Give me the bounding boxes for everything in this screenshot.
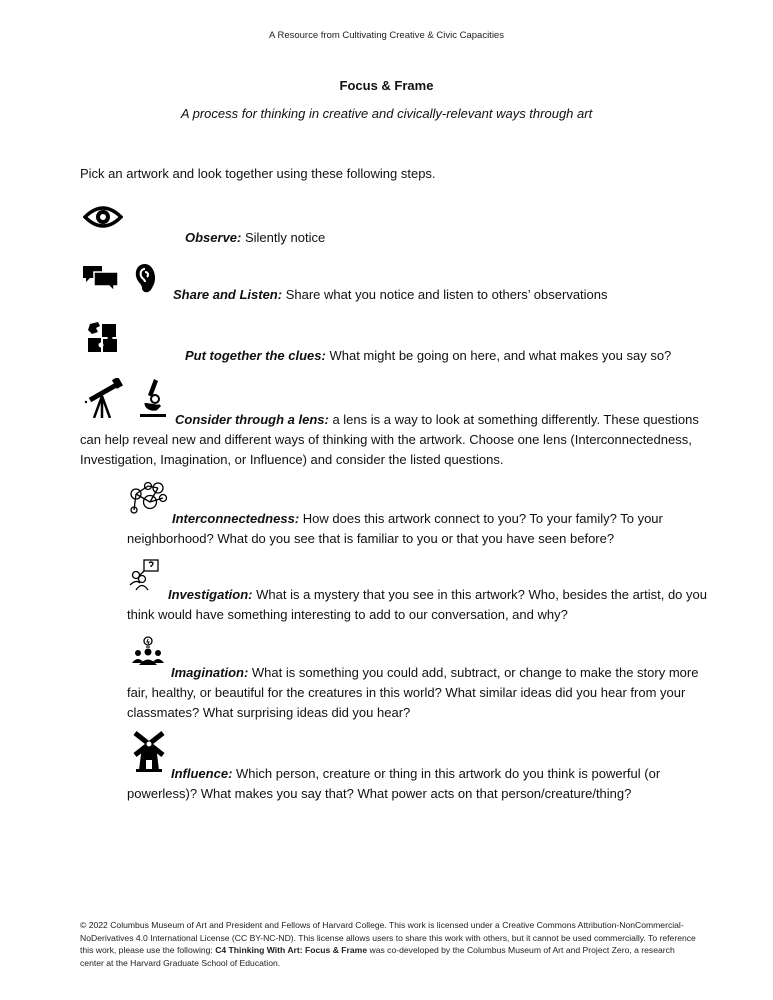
lens-label: Interconnectedness: xyxy=(172,511,300,526)
step-description: Silently notice xyxy=(241,230,326,245)
page-subtitle: A process for thinking in creative and civically-relevant ways through art xyxy=(180,106,593,121)
license-footer xyxy=(80,919,700,969)
ear-icon xyxy=(134,262,156,294)
resource-line: A Resource from Cultivating Creative & Civic Capacities xyxy=(269,30,504,41)
footer-text-end: was co-developed by the Columbus Museum of Art and Project Zero, a research center at the Harvard Graduate School of Education. xyxy=(80,945,675,968)
eye-icon xyxy=(83,205,123,229)
lens-label: Investigation: xyxy=(168,587,253,602)
speech-bubbles-icon xyxy=(82,264,120,292)
step-clues xyxy=(185,346,671,366)
lens-imagination xyxy=(127,663,707,723)
lens-description: What is something you could add, subtract, or change to make the story more fair, healthy, or beautiful for the creatures in this world? What similar ideas did you hear from your classmates? What surprising ideas did you hear? xyxy=(127,665,699,720)
lens-description: What is a mystery that you see in this artwork? Who, besides the artist, do you think would have something interesting to add to our conversation, and why? xyxy=(127,587,707,622)
step-label: Consider through a lens: xyxy=(175,412,329,427)
lens-interconnectedness xyxy=(127,509,707,549)
step-description: a lens is a way to look at something differently. These questions can help reveal new and different ways of thinking with the artwork. Choose one lens (Interconnectedness, Investigation, Imagination, or Influence) and consider the listed questions. xyxy=(80,412,699,467)
lens-description: How does this artwork connect to you? To your family? To your neighborhood? What do you see that is familiar to you or that you have seen before? xyxy=(127,511,663,546)
lens-label: Influence: xyxy=(171,766,233,781)
step-label: Observe: xyxy=(185,230,242,245)
step-label: Put together the clues: xyxy=(185,348,326,363)
step-share-listen xyxy=(173,285,608,305)
step-lens xyxy=(80,410,700,470)
step-label: Share and Listen: xyxy=(173,287,283,302)
lens-description: Which person, creature or thing in this artwork do you think is powerful (or powerless)? What makes you say that? What power acts on that person/creature/thing? xyxy=(127,766,661,801)
lens-label: Imagination: xyxy=(171,665,249,680)
page-title: Focus & Frame xyxy=(339,78,434,93)
step-description: Share what you notice and listen to others’ observations xyxy=(282,287,608,302)
puzzle-icon xyxy=(86,322,120,354)
footer-citation-title: C4 Thinking With Art: Focus & Frame xyxy=(215,945,368,955)
step-observe xyxy=(185,228,325,248)
intro-text: Pick an artwork and look together using these following steps. xyxy=(80,166,436,181)
lens-influence xyxy=(127,764,707,804)
footer-text: © 2022 Columbus Museum of Art and President and Fellows of Harvard College. This work is licensed under a Creative Commons Attribution-NonCommercial-NoDerivatives 4.0 International License (CC BY-NC-ND). This license allows users to share this work with others, but it cannot be used commercially. To reference this work, please use the following: xyxy=(80,920,696,955)
step-description: What might be going on here, and what makes you say so? xyxy=(325,348,672,363)
lens-investigation xyxy=(127,585,707,625)
